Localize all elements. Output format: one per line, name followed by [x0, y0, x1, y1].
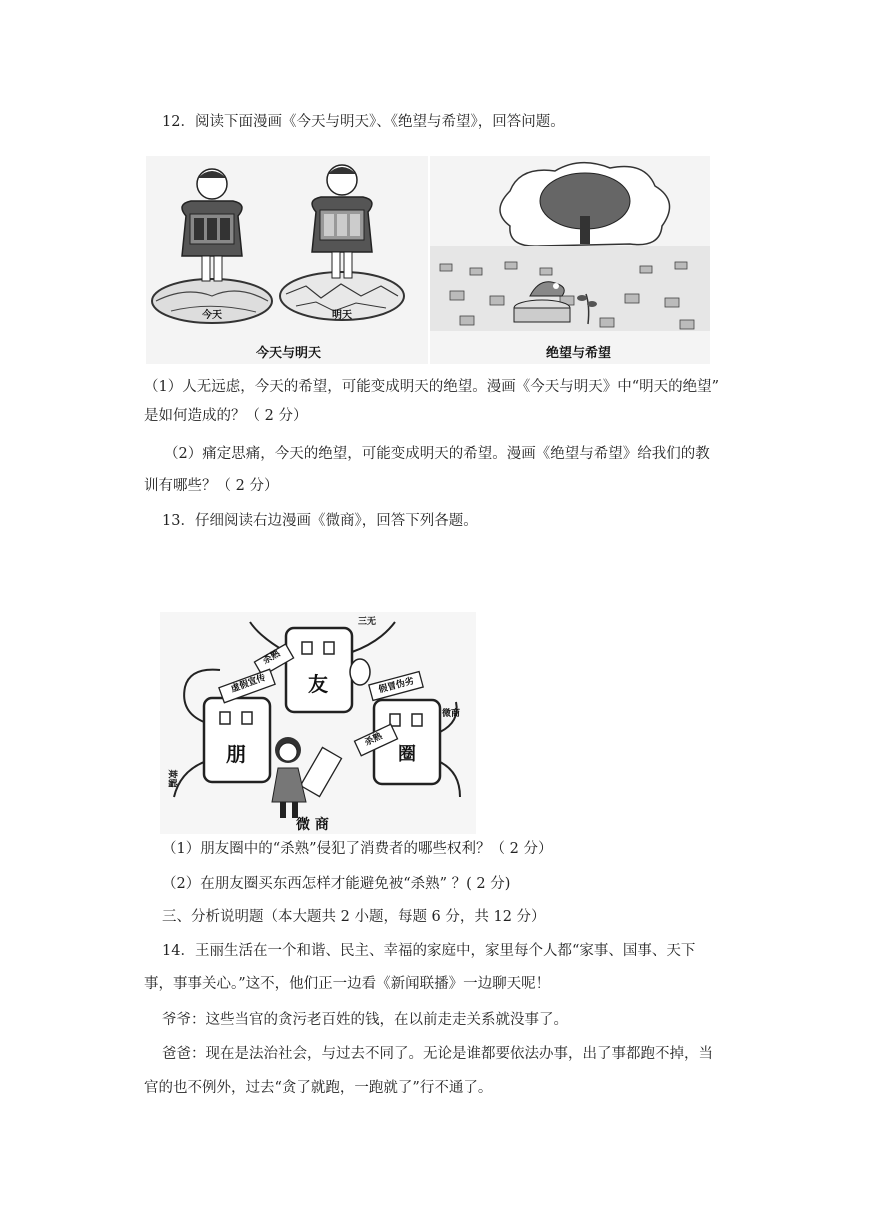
section3-title: 三、分析说明题（本大题共 2 小题，每题 6 分，共 12 分）	[162, 909, 546, 925]
q12-sub1-line2: 是如何造成的？（ 2 分）	[144, 408, 308, 424]
q14-line1: 14．王丽生活在一个和谐、民主、幸福的家庭中，家里每个人都“家事、国事、天下	[162, 943, 696, 959]
tag-qipian: 欺骗	[166, 769, 177, 788]
q14-dad-line2: 官的也不例外，过去“贪了就跑，一跑就了”行不通了。	[144, 1080, 493, 1096]
comic-weishang-drawing	[160, 612, 476, 834]
comic-despair-and-hope-drawing	[430, 156, 710, 364]
tag-xujia: 虚假宣传	[229, 673, 268, 695]
q14-dad-line1: 爸爸：现在是法治社会，与过去不同了。无论是谁都要依法办事，出了事都跑不掉，当	[162, 1046, 713, 1062]
q14-grandpa: 爷爷：这些当官的贪污老百姓的钱，在以前走走关系就没事了。	[162, 1012, 568, 1028]
q12-sub2-line1: （2）痛定思痛，今天的绝望，可能变成明天的希望。漫画《绝望与希望》给我们的教	[164, 446, 710, 462]
q14-line2: 事，事事关心。”这不，他们正一边看《新闻联播》一边聊天呢！	[144, 976, 551, 992]
q13-sub1: （1）朋友圈中的“杀熟”侵犯了消费者的哪些权利？（ 2 分）	[162, 841, 553, 857]
tag-shashu-1: 杀熟	[261, 648, 283, 667]
q13-stem: 13．仔细阅读右边漫画《微商》，回答下列各题。	[162, 513, 478, 529]
comic-today-and-tomorrow	[146, 156, 428, 364]
comic-today-and-tomorrow-drawing	[146, 156, 428, 364]
q13-sub2: （2）在朋友圈买东西怎样才能避免被“杀熟” ？( 2 分)	[162, 876, 511, 892]
tag-sanwu: 三无	[358, 617, 377, 627]
q12-stem: 12．阅读下面漫画《今天与明天》、《绝望与希望》，回答问题。	[162, 114, 565, 130]
q12-sub2-line2: 训有哪些？（ 2 分）	[144, 478, 279, 494]
tag-weishang: 微商	[442, 709, 461, 719]
comic-weishang	[160, 612, 476, 834]
char-quan: 圈	[398, 744, 416, 765]
q12-sub1-line1: （1）人无远虑，今天的希望，可能变成明天的绝望。漫画《今天与明天》中“明天的绝望”	[144, 379, 720, 395]
char-peng: 朋	[226, 742, 246, 766]
tag-shashu-2: 杀熟	[363, 731, 384, 749]
label-tomorrow: 明天	[332, 310, 352, 321]
tag-jiamao: 假冒伪劣	[377, 676, 416, 696]
label-today: 今天	[202, 310, 222, 321]
char-you: 友	[308, 672, 328, 696]
comic-caption-today-tomorrow: 今天与明天	[256, 346, 322, 361]
comic-caption-weishang: 微 商	[296, 817, 329, 833]
comic-caption-despair-hope: 绝望与希望	[546, 346, 612, 361]
comic-despair-and-hope	[430, 156, 710, 364]
